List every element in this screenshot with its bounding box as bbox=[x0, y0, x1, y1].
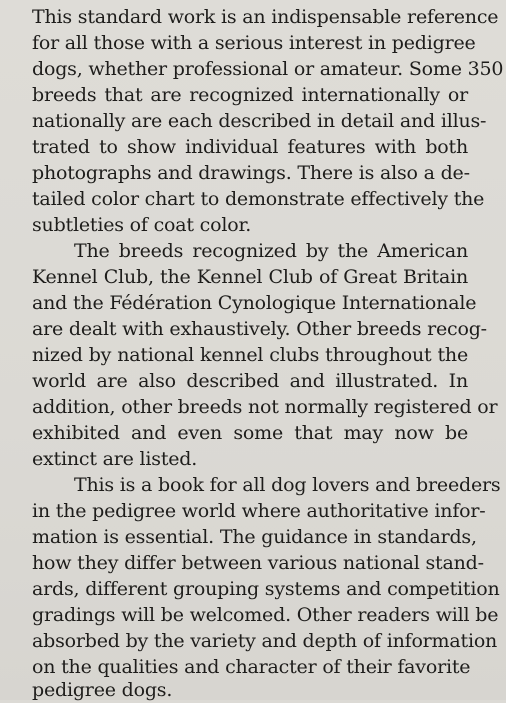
text-line: Kennel Club, the Kennel Club of Great Britain bbox=[32, 266, 468, 288]
text-line: addition, other breeds not normally registered or bbox=[32, 396, 498, 418]
text-line: pedigree dogs. bbox=[32, 679, 173, 701]
text-line: breeds that are recognized internationally or bbox=[32, 84, 468, 106]
text-line: nationally are each described in detail and illus- bbox=[32, 110, 487, 132]
text-line: This is a book for all dog lovers and breeders bbox=[74, 474, 501, 496]
text-line: how they differ between various national stand- bbox=[32, 552, 484, 574]
text-line: absorbed by the variety and depth of information bbox=[32, 630, 498, 652]
text-line: nized by national kennel clubs throughout the bbox=[32, 344, 468, 366]
text-line: on the qualities and character of their favorite bbox=[32, 656, 471, 678]
text-line: subtleties of coat color. bbox=[32, 214, 252, 236]
text-line: and the Fédération Cynologique Internationale bbox=[32, 292, 477, 314]
text-line: exhibited and even some that may now be bbox=[32, 422, 468, 444]
text-line: photographs and drawings. There is also a de- bbox=[32, 162, 470, 184]
text-line: gradings will be welcomed. Other readers will be bbox=[32, 604, 499, 626]
text-line: mation is essential. The guidance in standards, bbox=[32, 526, 477, 548]
text-line: The breeds recognized by the American bbox=[74, 240, 468, 262]
text-line: tailed color chart to demonstrate effectively the bbox=[32, 188, 485, 210]
text-line: ards, different grouping systems and competition bbox=[32, 578, 500, 600]
text-line: dogs, whether professional or amateur. Some 350 bbox=[32, 58, 504, 80]
text-line: for all those with a serious interest in pedigree bbox=[32, 32, 476, 54]
text-line: trated to show individual features with both bbox=[32, 136, 468, 158]
text-line: in the pedigree world where authoritative infor- bbox=[32, 500, 486, 522]
text-line: are dealt with exhaustively. Other breeds recog- bbox=[32, 318, 487, 340]
text-line: world are also described and illustrated. In bbox=[32, 370, 468, 392]
text-line: This standard work is an indispensable reference bbox=[32, 6, 499, 28]
text-line: extinct are listed. bbox=[32, 448, 198, 470]
